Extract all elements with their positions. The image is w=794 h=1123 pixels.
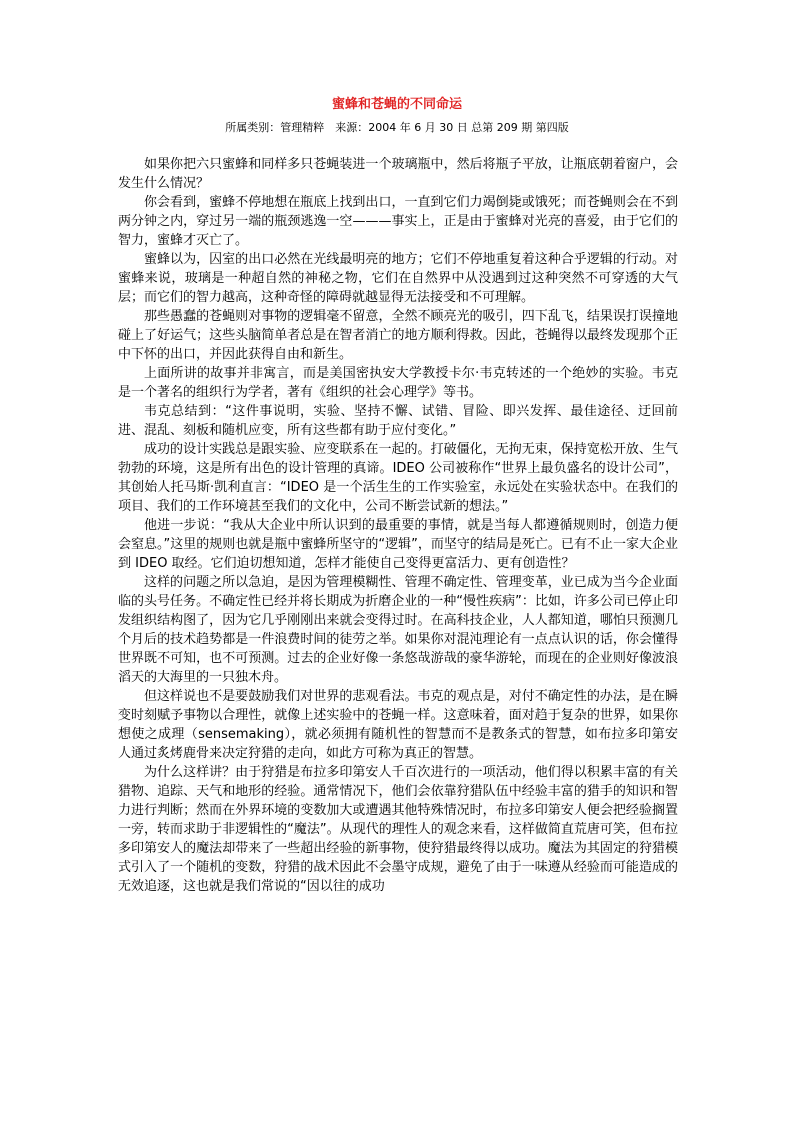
paragraph: 他进一步说：“我从大企业中所认识到的最重要的事情，就是当每人都遵循规则时，创造力便会窒息。”这里的规则也就是瓶中蜜蜂所坚守的“逻辑”，而坚守的结局是死亡。已有不止一家大企业到 IDEO 取经。它们迫切想知道，怎样才能使自己变得更富活力、更有创造性？ — [118, 518, 678, 571]
paragraph: 但这样说也不是要鼓励我们对世界的悲观看法。韦克的观点是，对付不确定性的办法，是在瞬变时刻赋予事物以合理性，就像上述实验中的苍蝇一样。这意味着，面对趋于复杂的世界，如果你想使之成理（sensemaking），就必须拥有随机性的智慧而不是教条式的智慧，如布拉多印第安人通过炙烤鹿骨来决定狩猎的走向，如此方可称为真正的智慧。 — [118, 689, 678, 761]
paragraph: 如果你把六只蜜蜂和同样多只苍蝇装进一个玻璃瓶中，然后将瓶子平放，让瓶底朝着窗户，会发生什么情况？ — [118, 157, 678, 191]
article-body — [118, 155, 678, 896]
paragraph: 韦克总结到：“这件事说明，实验、坚持不懈、试错、冒险、即兴发挥、最佳途径、迂回前进、混乱、刻板和随机应变，所有这些都有助于应付变化。” — [118, 404, 678, 438]
paragraph: 蜜蜂以为，囚室的出口必然在光线最明亮的地方；它们不停地重复着这种合乎逻辑的行动。对蜜蜂来说，玻璃是一种超自然的神秘之物，它们在自然界中从没遇到过这种突然不可穿透的大气层；而它们的智力越高，这种奇怪的障碍就越显得无法接受和不可理解。 — [118, 252, 678, 305]
paragraph: 为什么这样讲？由于狩猎是布拉多印第安人千百次进行的一项活动，他们得以积累丰富的有关猎物、追踪、天气和地形的经验。通常情况下，他们会依靠狩猎队伍中经验丰富的猎手的知识和智力进行判断；然而在外界环境的变数加大或遭遇其他特殊情况时，布拉多印第安人便会把经验搁置一旁，转而求助于非逻辑性的“魔法”。从现代的理性人的观念来看，这样做简直荒唐可笑，但布拉多印第安人的魔法却带来了一些超出经验的新事物，使狩猎最终得以成功。魔法为其固定的狩猎模式引入了一个随机的变数，狩猎的战术因此不会墨守成规，避免了由于一味遵从经验而可能造成的无效追逐，这也就是我们常说的“因以往的成功 — [118, 765, 678, 894]
paragraph: 你会看到，蜜蜂不停地想在瓶底上找到出口，一直到它们力竭倒毙或饿死；而苍蝇则会在不到两分钟之内，穿过另一端的瓶颈逃逸一空———事实上，正是由于蜜蜂对光亮的喜爱，由于它们的智力，蜜蜂才灭亡了。 — [118, 195, 678, 248]
article-title: 蜜蜂和苍蝇的不同命运 — [331, 97, 462, 112]
paragraph: 成功的设计实践总是跟实验、应变联系在一起的。打破僵化，无拘无束，保持宽松开放、生气勃勃的环境，这是所有出色的设计管理的真谛。IDEO 公司被称作“世界上最负盛名的设计公司”，其创始人托马斯·凯利直言：“IDEO 是一个活生生的工作实验室，永远处在实验状态中。在我们的项目、我们的工作环境甚至我们的文化中，公司不断尝试新的想法。” — [118, 442, 678, 514]
article-meta: 所属类别：管理精粹 来源：2004 年 6 月 30 日 总第 209 期 第四版 — [225, 121, 569, 134]
paragraph: 这样的问题之所以急迫，是因为管理模糊性、管理不确定性、管理变革，业已成为当今企业面临的头号任务。不确定性已经并将长期成为折磨企业的一种“慢性疾病”：比如，许多公司已停止印发组织结构图了，因为它几乎刚刚出来就会变得过时。在高科技企业，人人都知道，哪怕只预测几个月后的技术趋势都是一件浪费时间的徒劳之举。如果你对混沌理论有一点点认识的话，你会懂得世界既不可知，也不可预测。过去的企业好像一条悠哉游哉的豪华游轮，而现在的企业则好像波浪滔天的大海里的一只独木舟。 — [118, 575, 678, 685]
paragraph: 上面所讲的故事并非寓言，而是美国密执安大学教授卡尔·韦克转述的一个绝妙的实验。韦克是一个著名的组织行为学者，著有《组织的社会心理学》等书。 — [118, 366, 678, 400]
paragraph: 那些愚蠢的苍蝇则对事物的逻辑毫不留意，全然不顾亮光的吸引，四下乱飞，结果误打误撞地碰上了好运气；这些头脑简单者总是在智者消亡的地方顺利得救。因此，苍蝇得以最终发现那个正中下怀的出口，并因此获得自由和新生。 — [118, 309, 678, 362]
